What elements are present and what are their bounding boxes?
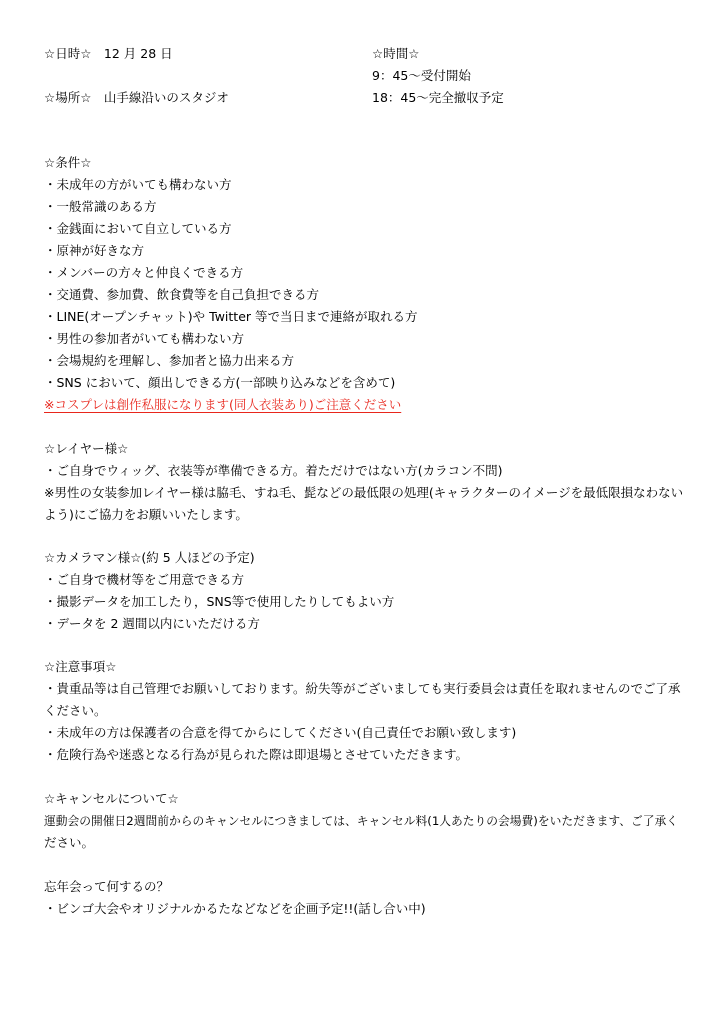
- conditions-heading: ☆条件☆: [44, 155, 92, 170]
- time-open: 9：45～受付開始: [372, 68, 471, 83]
- party-heading: 忘年会って何するの？: [44, 879, 170, 894]
- time-heading: ☆時間☆: [372, 46, 420, 61]
- layer-heading: ☆レイヤー様☆: [44, 441, 129, 456]
- layer-line: よう)にご協力をお願いいたします。: [44, 507, 248, 522]
- layer-line: ・ご自身でウィッグ、衣装等が準備できる方。着ただけではない方(カラコン不問): [44, 463, 503, 478]
- caution-line: ・未成年の方は保護者の合意を得てからにしてください(自己責任でお願い致します): [44, 725, 517, 740]
- condition-item: ・会場規約を理解し、参加者と協力出来る方: [44, 353, 295, 368]
- condition-item: ・金銭面において自立している方: [44, 221, 232, 236]
- condition-item: ・未成年の方がいても構わない方: [44, 177, 232, 192]
- event-place: ☆場所☆ 山手線沿いのスタジオ: [44, 90, 229, 105]
- caution-line: ください。: [44, 703, 107, 718]
- condition-item: ・LINE(オープンチャット)や Twitter 等で当日まで連絡が取れる方: [44, 309, 418, 324]
- condition-item: ・SNS において、顔出しできる方(一部映り込みなどを含めて): [44, 375, 396, 390]
- condition-item: ・一般常識のある方: [44, 199, 157, 214]
- time-close: 18：45～完全撤収予定: [372, 90, 504, 105]
- camera-item: ・ご自身で機材等をご用意できる方: [44, 572, 245, 587]
- camera-item: ・撮影データを加工したり，SNS等で使用したりしてもよい方: [44, 594, 395, 609]
- cancel-heading: ☆キャンセルについて☆: [44, 791, 179, 806]
- caution-line: ・危険行為や迷惑となる行為が見られた際は即退場とさせていただきます。: [44, 747, 469, 762]
- caution-heading: ☆注意事項☆: [44, 659, 117, 674]
- layer-line: ※男性の女装参加レイヤー様は脇毛、すね毛、髭などの最低限の処理(キャラクターのイメージを最低限損なわない: [44, 485, 684, 500]
- camera-heading: ☆カメラマン様☆(約 5 人ほどの予定): [44, 550, 255, 565]
- event-date: ☆日時☆ 12 月 28 日: [44, 46, 173, 61]
- condition-item: ・男性の参加者がいても構わない方: [44, 331, 245, 346]
- cosplay-notice: ※コスプレは創作私服になります(同人衣装あり)ご注意ください: [44, 397, 402, 412]
- caution-line: ・貴重品等は自己管理でお願いしております。紛失等がございましても実行委員会は責任を取れませんのでご了承: [44, 681, 681, 696]
- camera-item: ・データを 2 週間以内にいただける方: [44, 616, 260, 631]
- cancel-line: ださい。: [44, 835, 95, 850]
- cancel-line: 運動会の開催日2週間前からのキャンセルにつきましては、キャンセル料(1人あたりの会場費)をいただきます、ご了承く: [44, 814, 678, 828]
- party-line: ・ビンゴ大会やオリジナルかるたなどなどを企画予定!!(話し合い中): [44, 901, 426, 916]
- condition-item: ・メンバーの方々と仲良くできる方: [44, 265, 244, 280]
- condition-item: ・交通費、参加費、飲食費等を自己負担できる方: [44, 287, 320, 302]
- condition-item: ・原神が好きな方: [44, 243, 145, 258]
